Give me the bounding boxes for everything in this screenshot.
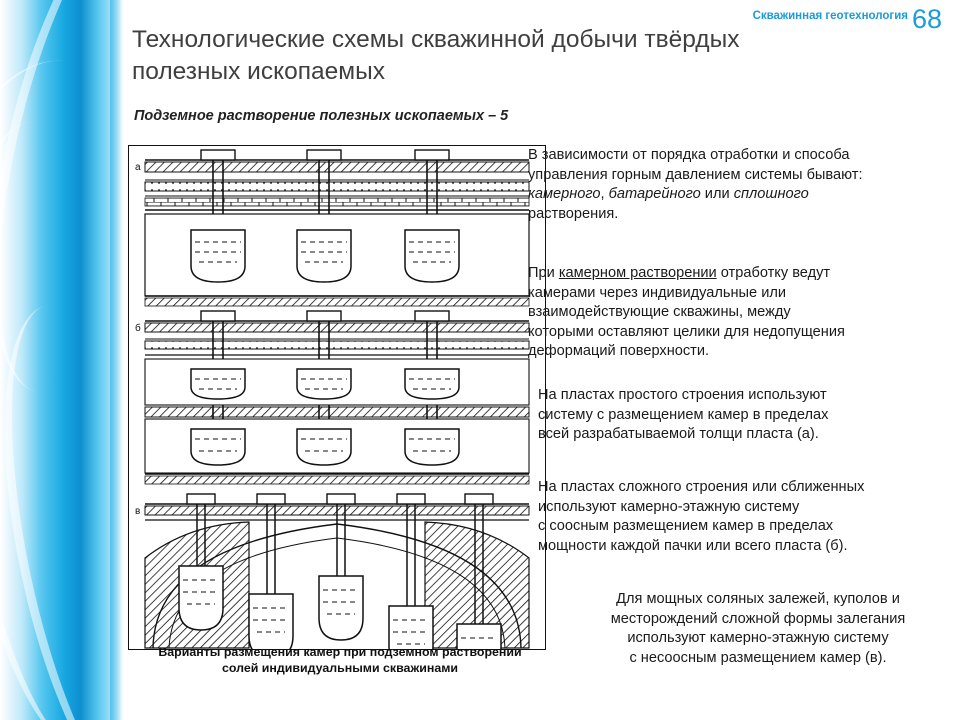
ribbon-edge-gradient [110,0,124,720]
p4-line-1: На пластах сложного строения или сближенных [538,479,865,495]
header-section-label: Скважинная геотехнология [752,10,908,22]
p5-line-1: Для мощных соляных залежей, куполов и [616,591,900,607]
p2-line-5: деформаций поверхности. [528,343,710,360]
p1-sep-1: , [600,186,609,203]
p1-emph-batareynogo: батарейного [608,186,701,203]
p1-line-4: растворения. [528,205,619,222]
figure-diagram [128,145,546,650]
p2-underlined-term: камерном растворении [558,265,717,281]
ribbon-swirl [0,50,122,720]
p5-line-2: месторождений сложной формы залегания [610,610,906,627]
decorative-ribbon-background [0,0,122,720]
p1-emph-sploshnogo: сплошного [733,186,809,203]
paragraph-5 [556,590,960,668]
p1-line-2: управления горным давлением системы бывают: [528,166,863,183]
figure-caption [120,645,560,676]
paragraph-1 [528,146,956,224]
p2-line-2: камерами через индивидуальные или [528,284,787,301]
figure-panel-label-a: а [135,162,141,173]
paragraph-2 [528,264,938,362]
paragraph-4 [538,478,960,556]
figure-caption-line-2: солей индивидуальными скважинами [221,660,459,675]
p2-line-4: которыми оставляют целики для недопущения [528,323,845,340]
figure-caption-line-1: Варианты размещения камер при подземном растворении [158,645,522,659]
p1-sep-2: или [700,186,734,203]
p2-line-3: взаимодействующие скважины, между [528,304,791,321]
p3-line-2: систему с размещением камер в пределах [538,406,829,423]
p4-line-2: используют камерно-этажную систему [538,498,800,515]
subtitle: Подземное растворение полезных ископаемых – 5 [134,108,509,124]
p3-line-3: всей разрабатываемой толщи пласта (а). [538,426,819,443]
figure-svg [129,146,545,649]
figure-panel-label-b: б [135,323,141,334]
p5-line-4: с несоосным размещением камер (в). [629,649,887,666]
p1-emph-kamernogo: камерного [528,186,601,203]
page-number: 68 [911,4,942,34]
p4-line-3: с соосным размещением камер в пределах [538,518,834,535]
p3-line-1: На пластах простого строения используют [538,387,827,403]
p2-line-1-post: отработку ведут [716,265,831,281]
p2-line-1-pre: При [528,265,559,281]
figure-panel-label-c: в [135,506,141,517]
page-title: Технологические схемы скважинной добычи твёрдых полезных ископаемых [132,26,740,86]
p1-line-1: В зависимости от порядка отработки и способа [528,147,850,163]
paragraph-3 [538,386,946,445]
p5-line-3: используют камерно-этажную систему [627,630,889,647]
p4-line-4: мощности каждой пачки или всего пласта (б). [538,537,848,554]
